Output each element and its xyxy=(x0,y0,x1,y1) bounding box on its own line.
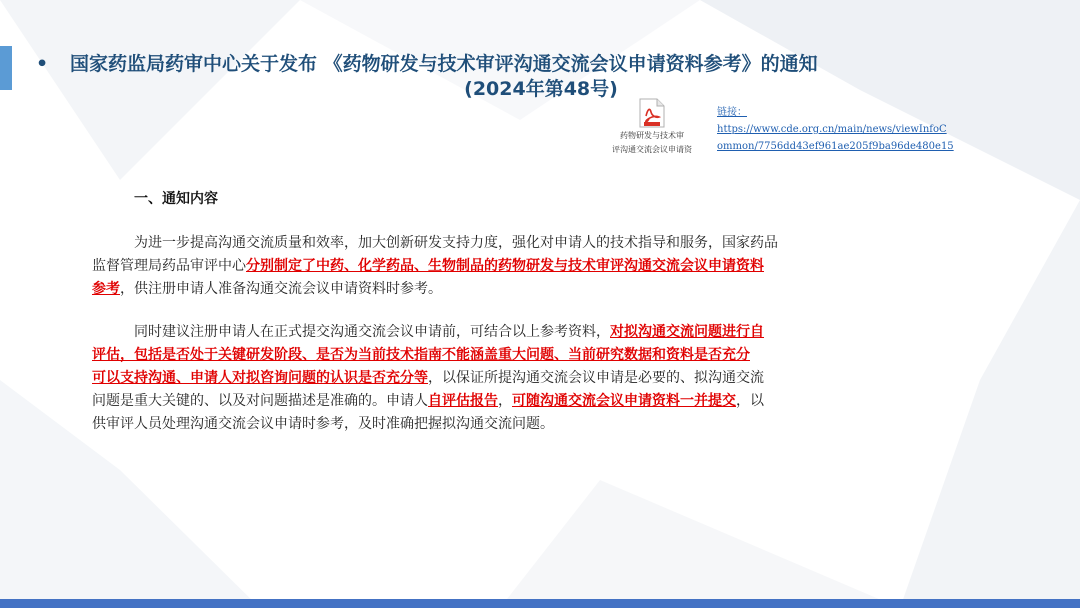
pdf-file-icon xyxy=(639,98,665,128)
attachment-name-line-2: 评沟通交流会议申请资 xyxy=(612,145,692,154)
link-label: 链接： xyxy=(717,107,747,118)
text-run: 监督管理局药品审评中心 xyxy=(92,258,246,274)
paragraph-2 xyxy=(92,321,972,436)
title-accent-bar xyxy=(0,46,12,90)
paragraph-2-line-3 xyxy=(92,367,972,390)
text-run: ，以 xyxy=(736,393,764,409)
paragraph-2-line-2 xyxy=(92,344,972,367)
paragraph-2-line-5 xyxy=(92,413,972,436)
attachment-name-line-1: 药物研发与技术审 xyxy=(620,131,684,140)
highlight-run: 分别制定了中药、化学药品、生物制品的药物研发与技术审评沟通交流会议申请资料 xyxy=(246,258,764,274)
paragraph-1 xyxy=(92,232,972,301)
paragraph-2-line-4 xyxy=(92,390,972,413)
text-run: 为进一步提高沟通交流质量和效率，加大创新研发支持力度，强化对申请人的技术指导和服务，国家药品 xyxy=(134,235,778,251)
title-bullet: • xyxy=(36,53,49,75)
link-url-line-1[interactable]: https://www.cde.org.cn/main/news/viewInfoC xyxy=(717,124,947,135)
title-line-1: 国家药监局药审中心关于发布 《药物研发与技术审评沟通交流会议申请资料参考》的通知 xyxy=(70,53,818,75)
paragraph-1-line-1 xyxy=(92,232,972,255)
paragraph-1-line-2 xyxy=(92,255,972,278)
text-run: 供审评人员处理沟通交流会议申请时参考，及时准确把握拟沟通交流问题。 xyxy=(92,416,554,432)
text-run: ，以保证所提沟通交流会议申请是必要的、拟沟通交流 xyxy=(428,370,764,386)
highlight-run: 评估，包括是否处于关键研发阶段、是否为当前技术指南不能涵盖重大问题、当前研究数据和资料是否充分 xyxy=(92,347,750,363)
bottom-accent-bar xyxy=(0,599,1080,608)
text-run: 同时建议注册申请人在正式提交沟通交流会议申请前，可结合以上参考资料， xyxy=(134,324,610,340)
paragraph-2-line-1 xyxy=(92,321,972,344)
highlight-run: 自评估报告 xyxy=(428,393,498,409)
pdf-attachment[interactable] xyxy=(606,98,698,156)
highlight-run: 参考 xyxy=(92,281,120,297)
text-run: 问题是重大关键的、以及对问题描述是准确的。申请人 xyxy=(92,393,428,409)
link-url-line-2[interactable]: ommon/7756dd43ef961ae205f9ba96de480e15 xyxy=(717,141,954,152)
text-run: ， xyxy=(498,393,512,409)
text-run: ，供注册申请人准备沟通交流会议申请资料时参考。 xyxy=(120,281,442,297)
title-line-2: (2024年第48号) xyxy=(464,78,618,100)
link-block xyxy=(717,104,954,155)
paragraph-1-line-3 xyxy=(92,278,972,301)
highlight-run: 可随沟通交流会议申请资料一并提交 xyxy=(512,393,736,409)
highlight-run: 可以支持沟通、申请人对拟咨询问题的认识是否充分等 xyxy=(92,370,428,386)
section-heading: 一、通知内容 xyxy=(134,191,218,207)
highlight-run: 对拟沟通交流问题进行自 xyxy=(610,324,764,340)
